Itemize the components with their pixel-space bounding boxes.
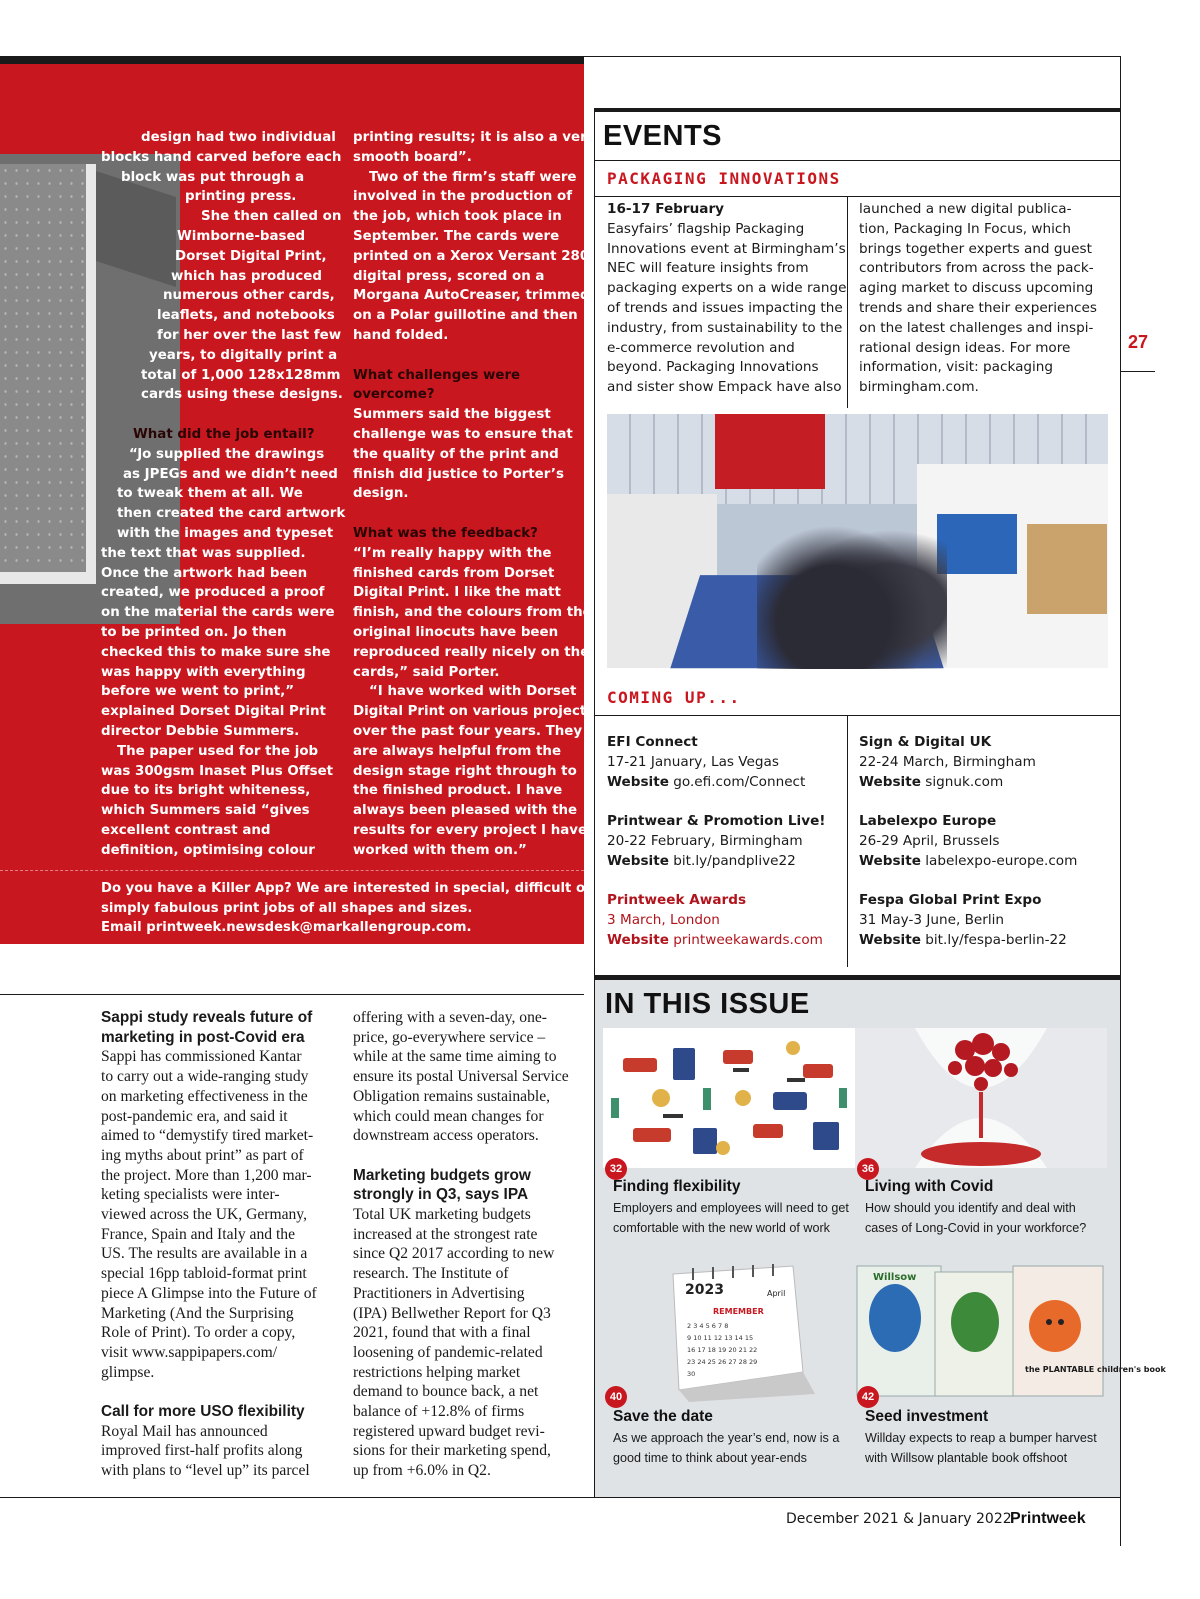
news-line: Sappi has commissioned Kantar <box>101 1048 302 1066</box>
killer-app-column-1 <box>101 128 346 860</box>
body-line: as JPEGs and we didn’t need <box>123 466 338 482</box>
news-line: Royal Mail has announced <box>101 1422 268 1440</box>
killer-app-panel <box>0 56 596 944</box>
body-line: “I have worked with Dorset <box>369 684 577 700</box>
calendar-remember: REMEMBER <box>713 1307 764 1316</box>
body-line <box>353 504 581 524</box>
body-line: printing results; it is also a very <box>353 130 596 145</box>
book-brand: Willsow <box>873 1272 917 1283</box>
tile-description <box>865 1428 1097 1468</box>
exhibition-photo <box>607 414 1108 668</box>
killer-app-callout <box>101 879 592 938</box>
news-line: which could mean changes for <box>353 1107 544 1125</box>
coming-up-right-column <box>859 733 1077 951</box>
tile-description-line: good time to think about year-ends <box>613 1451 807 1465</box>
body-line <box>353 346 581 366</box>
tile-description <box>613 1198 849 1238</box>
news-line: post-pandemic era, and said it <box>101 1107 288 1125</box>
issue-tile-living-with-covid[interactable] <box>855 1028 1107 1250</box>
page-badge: 40 <box>605 1386 627 1408</box>
body-line: on the material the cards were <box>101 605 335 621</box>
body-line: due to its bright whiteness, <box>101 783 311 799</box>
website-label: Website <box>607 773 669 790</box>
page-number: 27 <box>1128 332 1149 352</box>
tile-description-line: How should you identify and deal with <box>865 1201 1076 1215</box>
folio-rule <box>1120 1498 1121 1546</box>
calendar-year: 2023 <box>685 1282 724 1298</box>
body-line: “Jo supplied the drawings <box>129 446 325 462</box>
killer-app-column-2 <box>353 128 596 860</box>
page-badge: 36 <box>857 1158 879 1180</box>
packaging-line: NEC will feature insights from <box>607 260 809 277</box>
event-website[interactable] <box>607 852 826 872</box>
packaging-line: rational design ideas. For more <box>859 339 1071 356</box>
body-line: hand folded. <box>353 327 449 343</box>
page-badge: 32 <box>605 1158 627 1180</box>
body-line: excellent contrast and <box>101 822 271 838</box>
packaging-line: on the latest challenges and inspi- <box>859 319 1094 336</box>
tile-description-line: cases of Long-Covid in your workforce? <box>865 1221 1087 1235</box>
tile-description-line: As we approach the year’s end, now is a <box>613 1431 840 1445</box>
body-line: challenge was to ensure that <box>353 426 573 442</box>
body-line: always been pleased with the <box>353 803 578 819</box>
news-line: registered upward budget revi- <box>353 1422 545 1440</box>
body-line: to tweak them at all. We <box>117 486 303 502</box>
body-line: on a Polar guillotine and then <box>353 308 578 324</box>
body-line: with the images and typeset <box>117 525 334 541</box>
event-name: Printweek Awards <box>607 892 747 909</box>
news-line: US. The results are available in a <box>101 1245 308 1263</box>
packaging-line: brings together experts and guest <box>859 240 1092 257</box>
body-line: design had two individual <box>141 130 336 145</box>
body-line: was 300gsm Inaset Plus Offset <box>101 763 334 779</box>
body-line: block was put through a <box>121 169 305 185</box>
packaging-line: beyond. Packaging Innovations <box>607 359 819 376</box>
news-column-1 <box>101 1008 341 1481</box>
body-line: explained Dorset Digital Print <box>101 704 326 720</box>
event-website[interactable] <box>859 931 1077 951</box>
event-dates: 3 March, London <box>607 912 720 929</box>
remote-work-illustration <box>603 1028 855 1168</box>
news-line: Total UK marketing budgets <box>353 1206 531 1224</box>
killer-app-callout-email[interactable]: Email printweek.newsdesk@markallengroup.com. <box>101 920 472 935</box>
news-line: to carry out a wide-ranging study <box>101 1068 309 1086</box>
news-line: improved first-half profits along <box>101 1442 303 1460</box>
news-line: demand to bounce back, a net <box>353 1383 539 1401</box>
news-line: balance of +12.8% of firms <box>353 1403 525 1421</box>
news-line: loosening of pandemic-related <box>353 1343 543 1361</box>
tile-title: Seed investment <box>865 1408 989 1425</box>
news-line: keting specialists were inter- <box>101 1186 280 1204</box>
news-line: sions for their marketing spend, <box>353 1442 551 1460</box>
news-line: while at the same time aiming to <box>353 1048 557 1066</box>
news-line: Role of Print). To order a copy, <box>101 1324 296 1342</box>
news-gap <box>101 1382 341 1402</box>
events-header-frame <box>584 56 1121 108</box>
body-line: “I’m really happy with the <box>353 545 552 561</box>
packaging-line: e-commerce revolution and <box>607 339 795 356</box>
body-line: Digital Print on various projects <box>353 704 595 720</box>
body-line: results for every project I have <box>353 822 588 838</box>
tile-title: Living with Covid <box>865 1178 994 1195</box>
news-line: viewed across the UK, Germany, <box>101 1206 307 1224</box>
body-line: finish, and the colours from the <box>353 605 592 621</box>
body-line: original linocuts have been <box>353 624 559 640</box>
calendar-month: April <box>767 1289 786 1298</box>
website-label: Website <box>859 773 921 790</box>
body-line: digital press, scored on a <box>353 268 545 284</box>
body-line: cards using these designs. <box>141 387 343 403</box>
website-url: bit.ly/pandplive22 <box>673 852 796 869</box>
body-line <box>101 405 341 425</box>
news-column-2 <box>353 1008 585 1481</box>
packaging-line: of trends and issues impacting the <box>607 299 843 316</box>
event-dates: 22-24 March, Birmingham <box>859 753 1036 770</box>
hourglass-photo <box>855 1028 1107 1168</box>
news-line: piece A Glimpse into the Future of <box>101 1284 317 1302</box>
in-this-issue-panel <box>594 976 1166 1498</box>
issue-date: December 2021 & January 2022 <box>786 1511 1012 1527</box>
packaging-line: contributors from across the pack- <box>859 260 1094 277</box>
packaging-line: industry, from sustainability to the <box>607 319 843 336</box>
issue-tile-finding-flexibility[interactable] <box>603 1028 855 1250</box>
subheading: overcome? <box>353 387 435 403</box>
event-name: Labelexpo Europe <box>859 813 997 830</box>
packaging-line: aging market to discuss upcoming <box>859 280 1094 297</box>
body-line: for her over the last few <box>157 327 342 343</box>
event-gap <box>859 872 1077 892</box>
website-url: go.efi.com/Connect <box>673 773 806 790</box>
body-line: director Debbie Summers. <box>101 723 300 739</box>
news-headline: strongly in Q3, says IPA <box>353 1186 529 1204</box>
tile-description-line: comfortable with the new world of work <box>613 1221 830 1235</box>
body-line: design stage right through to <box>353 763 577 779</box>
body-line: cards,” said Porter. <box>353 664 500 680</box>
book-title: the PLANTABLE children's book <box>1025 1365 1166 1374</box>
coming-up-rule <box>595 715 1120 716</box>
website-label: Website <box>607 852 669 869</box>
tile-description-line: Willday expects to reap a bumper harvest <box>865 1431 1097 1445</box>
news-line: ensure its postal Universal Service <box>353 1068 569 1086</box>
event-name: Printwear & Promotion Live! <box>607 813 826 830</box>
body-line: design. <box>353 486 409 502</box>
news-line: research. The Institute of <box>353 1265 509 1283</box>
website-url: bit.ly/fespa-berlin-22 <box>925 931 1067 948</box>
packaging-line: Easyfairs’ flagship Packaging <box>607 220 805 237</box>
subheading: What challenges were <box>353 367 521 383</box>
body-line: involved in the production of <box>353 189 573 205</box>
news-line: with plans to “level up” its parcel <box>101 1462 310 1480</box>
event-name: Fespa Global Print Expo <box>859 892 1042 909</box>
events-panel <box>594 108 1121 976</box>
body-line: Two of the firm’s staff were <box>369 169 577 185</box>
body-line: then created the card artwork <box>117 506 346 522</box>
tile-description-line: Employers and employees will need to get <box>613 1201 849 1215</box>
coming-up-heading: COMING UP... <box>607 688 741 707</box>
svg-text:30: 30 <box>687 1370 696 1378</box>
news-line: on marketing effectiveness in the <box>101 1087 308 1105</box>
coming-up-left-column <box>607 733 826 951</box>
event-gap <box>607 872 826 892</box>
event-website[interactable] <box>607 931 826 951</box>
body-line: which Summers said “gives <box>101 803 310 819</box>
body-line: Once the artwork had been <box>101 565 308 581</box>
packaging-line: launched a new digital publica- <box>859 201 1072 217</box>
body-line: finished cards from Dorset <box>353 565 555 581</box>
news-line: downstream access operators. <box>353 1127 539 1145</box>
svg-text:16 17 18 19 20 21 22: 16 17 18 19 20 21 22 <box>687 1346 758 1354</box>
packaging-line: trends and share their experiences <box>859 299 1097 316</box>
tile-title: Save the date <box>613 1408 713 1425</box>
news-headline: marketing in post-Covid era <box>101 1028 305 1046</box>
event-dates: 20-22 February, Birmingham <box>607 832 803 849</box>
events-title: EVENTS <box>603 120 723 152</box>
news-line: Practitioners in Advertising <box>353 1284 525 1302</box>
news-line: Marketing (And the Surprising <box>101 1304 294 1322</box>
body-line: reproduced really nicely on the <box>353 644 590 660</box>
body-line: The paper used for the job <box>117 743 319 759</box>
body-line: smooth board”. <box>353 149 472 165</box>
news-line: the project. More than 1,200 mar- <box>101 1166 312 1184</box>
packaging-line: packaging experts on a wide range <box>607 280 847 297</box>
plantable-books-photo <box>855 1262 1166 1402</box>
news-line: glimpse. <box>101 1363 155 1381</box>
event-name: Sign & Digital UK <box>859 734 992 750</box>
tile-description <box>613 1428 839 1468</box>
desk-calendar-photo <box>603 1262 855 1402</box>
svg-text:23 24 25 26 27 28 29: 23 24 25 26 27 28 29 <box>687 1358 758 1366</box>
event-name: EFI Connect <box>607 734 698 750</box>
event-dates: 31 May-3 June, Berlin <box>859 912 1005 929</box>
website-url: signuk.com <box>925 773 1004 790</box>
svg-text:9 10 11 12 13 14 15: 9 10 11 12 13 14 15 <box>687 1334 754 1342</box>
tile-description <box>865 1198 1086 1238</box>
tile-title: Finding flexibility <box>613 1178 741 1195</box>
news-line: since Q2 2017 according to new <box>353 1245 555 1263</box>
body-line: created, we produced a proof <box>101 585 325 601</box>
issue-tile-save-the-date[interactable] <box>603 1262 855 1490</box>
packaging-right-column <box>859 200 1097 398</box>
news-headline: Sappi study reveals future of <box>101 1009 313 1026</box>
body-line: the job, which took place in <box>353 209 562 225</box>
killer-app-callout-line: simply fabulous print jobs of all shapes and sizes. <box>101 900 473 916</box>
body-line: was happy with everything <box>101 664 306 680</box>
news-line: ing myths about print” as part of <box>101 1146 304 1164</box>
events-rule <box>595 160 1120 161</box>
news-headline: Call for more USO flexibility <box>101 1403 305 1421</box>
page-bottom-rule <box>0 1497 1121 1498</box>
body-line: years, to digitally print a <box>149 347 338 363</box>
subheading: What did the job entail? <box>133 426 315 442</box>
body-line: Dorset Digital Print, <box>175 248 327 264</box>
website-label: Website <box>607 931 669 948</box>
page-badge: 42 <box>857 1386 879 1408</box>
in-this-issue-title: IN THIS ISSUE <box>605 988 810 1020</box>
news-line: price, go-everywhere service – <box>353 1028 546 1046</box>
body-line: the finished product. I have <box>353 783 563 799</box>
body-line: are always helpful from the <box>353 743 562 759</box>
coming-up-column-divider <box>847 715 848 967</box>
body-line: worked with them on.” <box>353 842 527 858</box>
news-headline: Marketing budgets grow <box>353 1166 531 1184</box>
packaging-innovations-heading: PACKAGING INNOVATIONS <box>607 169 841 188</box>
body-line: over the past four years. They <box>353 723 583 739</box>
card-photo-print <box>0 164 96 584</box>
packaging-left-column <box>607 200 847 398</box>
body-line: September. The cards were <box>353 228 560 244</box>
killer-app-callout-line: Do you have a Killer App? We are interested in special, difficult or <box>101 881 592 896</box>
body-line: checked this to make sure she <box>101 644 331 660</box>
news-line: Obligation remains sustainable, <box>353 1087 551 1105</box>
website-label: Website <box>859 852 921 869</box>
news-line: restrictions helping market <box>353 1363 521 1381</box>
body-line: the text that was supplied. <box>101 545 306 561</box>
body-line: leaflets, and notebooks <box>157 308 335 324</box>
body-line: printed on a Xerox Versant 280 <box>353 248 590 264</box>
svg-text:2 3 4 5 6 7 8: 2 3 4 5 6 7 8 <box>687 1322 729 1330</box>
body-line: total of 1,000 128x128mm <box>141 367 341 383</box>
news-top-rule <box>0 994 584 995</box>
packaging-line: information, visit: packaging <box>859 359 1054 376</box>
body-line: printing press. <box>185 189 297 205</box>
body-line: which has produced <box>171 268 322 284</box>
packaging-left-text <box>607 220 847 398</box>
body-line: Morgana AutoCreaser, trimmed <box>353 288 590 304</box>
news-line: up from +6.0% in Q2. <box>353 1462 491 1480</box>
event-gap <box>607 792 826 812</box>
news-line: 2021, found that with a final <box>353 1324 531 1342</box>
killer-app-divider <box>0 870 584 871</box>
subheading: What was the feedback? <box>353 525 538 541</box>
news-line: (IPA) Bellwether Report for Q3 <box>353 1304 551 1322</box>
event-dates: 17-21 January, Las Vegas <box>607 753 779 770</box>
body-line: Wimborne-based <box>177 228 306 244</box>
tile-description-line: with Willsow plantable book offshoot <box>865 1451 1068 1465</box>
event-gap <box>859 792 1077 812</box>
news-line: increased at the strongest rate <box>353 1225 538 1243</box>
packaging-line: tion, Packaging In Focus, which <box>859 220 1072 237</box>
packaging-line: birmingham.com. <box>859 379 979 396</box>
body-line: numerous other cards, <box>163 288 335 304</box>
news-line: special 16pp tabloid-format print <box>101 1265 307 1283</box>
website-url: labelexpo-europe.com <box>925 852 1078 869</box>
website-url: printweekawards.com <box>673 931 823 948</box>
packaging-line: Innovations event at Birmingham’s <box>607 240 846 257</box>
packaging-line: and sister show Empack have also <box>607 379 842 396</box>
news-line: aimed to “demystify tired market- <box>101 1127 314 1145</box>
issue-tile-seed-investment[interactable] <box>855 1262 1166 1490</box>
news-line: France, Spain and Italy and the <box>101 1225 295 1243</box>
body-line: to be printed on. Jo then <box>101 624 287 640</box>
packaging-rule <box>595 196 1120 197</box>
news-line: offering with a seven-day, one- <box>353 1009 547 1026</box>
body-line: Summers said the biggest <box>353 407 551 423</box>
news-line: visit www.sappipapers.com/ <box>101 1343 278 1361</box>
packaging-date: 16-17 February <box>607 201 725 217</box>
body-line: the quality of the print and <box>353 446 559 462</box>
event-website[interactable] <box>859 773 1077 793</box>
event-dates: 26-29 April, Brussels <box>859 832 1000 849</box>
body-line: finish did justice to Porter’s <box>353 466 564 482</box>
news-gap <box>353 1146 585 1166</box>
event-website[interactable] <box>607 773 826 793</box>
body-line: definition, optimising colour <box>101 842 315 858</box>
body-line: She then called on <box>201 209 342 225</box>
packaging-column-divider <box>847 196 848 408</box>
body-line: Digital Print. I like the matt <box>353 585 561 601</box>
body-line: before we went to print,” <box>101 684 295 700</box>
page-number-rule <box>1121 371 1155 372</box>
body-line: blocks hand carved before each <box>101 149 342 165</box>
magazine-brand: Printweek <box>1010 1510 1086 1527</box>
event-website[interactable] <box>859 852 1077 872</box>
website-label: Website <box>859 931 921 948</box>
